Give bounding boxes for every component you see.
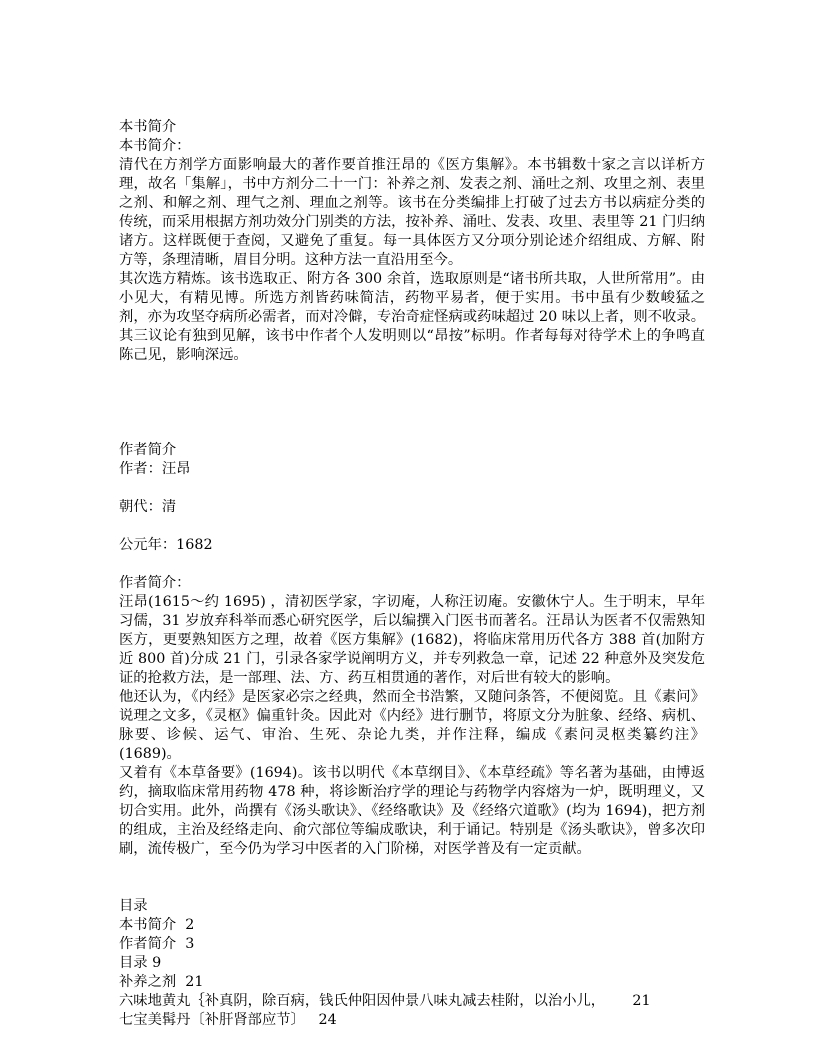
paragraph: 清代在方剂学方面影响最大的著作要首推汪昂的《医方集解》。本书辑数十家之言以详析方理，故名「集解」，书中方剂分二十一门：补养之剂、发表之剂、涌吐之剂、攻里之剂、表里之剂、和解之剂、理气之剂、理血之剂等。该书在分类编排上打破了过去方书以病症分类的传统，而采用根据方剂功效分门别类的方法，按补养、涌吐、发表、攻里、表里等 21 门归纳诸方。这样既便于查阅，又避免了重复。每一具体医方又分项分别论述介绍组成、方解、附方等，条理清晰，眉目分明。这种方法一直沿用至今。: [119, 157, 705, 268]
toc-item[interactable]: 目录 9: [119, 955, 162, 971]
spacer: [119, 422, 705, 441]
section-label: 本书简介：: [119, 138, 191, 154]
section-heading: 作者简介: [119, 442, 177, 458]
author-name: 作者：汪昂: [119, 461, 191, 477]
spacer: [119, 479, 705, 498]
toc-section: [119, 897, 705, 1030]
toc-heading: 目录: [119, 898, 148, 914]
toc-item[interactable]: 本书简介 2: [119, 917, 195, 933]
dynasty: 朝代：清: [119, 499, 177, 515]
paragraph: 又着有《本草备要》(1694)。该书以明代《本草纲目》、《本草经疏》等名著为基础，由博返约，摘取临床常用药物 478 种，将诊断治疗学的理论与药物学内容熔为一炉，既明理义，又切合实用。此外，尚撰有《汤头歌诀》、《经络歌诀》及《经络穴道歌》(均为 1694)，把方剂的组成，主治及经络走向、俞穴部位等编成歌诀，利于诵记。特别是《汤头歌诀》，曾多次印刷，流传极广，至今仍为学习中医者的入门阶梯，对医学普及有一定贡献。: [119, 765, 705, 857]
author-intro-section: [119, 441, 705, 859]
toc-item[interactable]: 六味地黄丸｛补真阴，除百病，钱氏仲阳因仲景八味丸减去桂附，以治小儿， 21: [119, 993, 651, 1009]
book-intro-section: [119, 118, 705, 365]
section-heading: 本书简介: [119, 119, 177, 135]
spacer: [119, 517, 705, 536]
paragraph: 他还认为，《内经》是医家必宗之经典，然而全书浩繁，又随问条答，不便阅览。且《素问》说理之文多，《灵枢》偏重针灸。因此对《内经》进行删节，将原文分为脏象、经络、病机、脉要、诊候、运气、审治、生死、杂论九类，并作注释，编成《素问灵枢类纂约注》(1689)。: [119, 689, 705, 762]
paragraph: 其次选方精炼。该书选取正、附方各 300 余首，选取原则是“诸书所共取，人世所常用”。由小见大，有精见博。所选方剂皆药味简洁，药物平易者，便于实用。书中虽有少数峻猛之剂，亦为攻坚夺病所必需者，而对冷僻，专治奇症怪病或药味超过 20 味以上者，则不收录。其三议论有独到见解，该书中作者个人发明则以“昂按”标明。作者每每对待学术上的争鸣直陈己见，影响深远。: [119, 271, 705, 363]
year: 公元年：1682: [119, 537, 213, 553]
section-label: 作者简介：: [119, 575, 191, 591]
toc-item[interactable]: 作者简介 3: [119, 936, 195, 952]
spacer: [119, 365, 705, 422]
paragraph: 汪昂(1615～约 1695) ，清初医学家，字讱庵，人称汪讱庵。安徽休宁人。生于明末，早年习儒，31 岁放弃科举而悉心研究医学，后以编撰入门医书而著名。汪昂认为医者不仅需熟知医方，更要熟知医方之理，故着《医方集解》(1682)，将临床常用历代各方 388 首(加附方近 800 首)分成 21 门，引录各家学说阐明方义，并专列救急一章，记述 22 种意外及突发危证的抢救方法，是一部理、法、方、药互相贯通的著作，对后世有较大的影响。: [119, 594, 705, 686]
toc-item[interactable]: 补养之剂 21: [119, 974, 204, 990]
toc-item[interactable]: 七宝美髯丹〔补肝肾部应节〕 24: [119, 1012, 337, 1028]
spacer: [119, 859, 705, 897]
document-page: [119, 118, 705, 1030]
spacer: [119, 555, 705, 574]
